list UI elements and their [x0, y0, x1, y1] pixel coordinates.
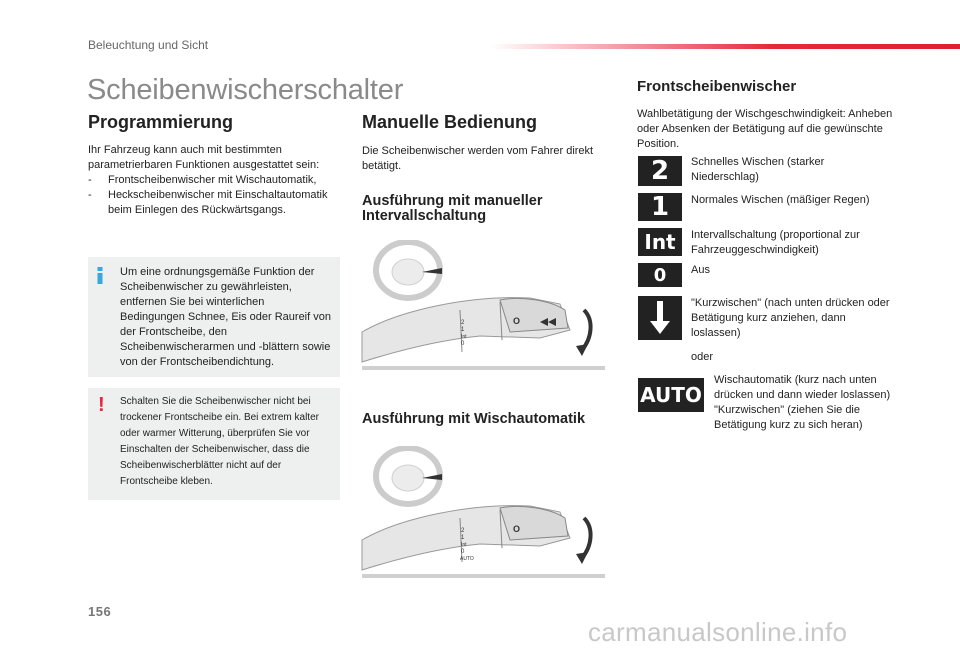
- manual-sub1-text: Ausführung mit manueller Intervallschaltung: [362, 193, 543, 224]
- stalk-body: [362, 506, 605, 576]
- manual-sub1-heading: [362, 194, 612, 224]
- badge-text: Int: [644, 230, 676, 254]
- list-item-text: Heckscheibenwischer mit Einschaltautomatik beim Einlegen des Rückwärtsgangs.: [108, 189, 328, 216]
- manual-sub2-text: Ausführung mit Wischautomatik: [362, 411, 586, 427]
- interval-badge: [638, 228, 682, 256]
- page-title: Scheibenwischerschalter: [87, 74, 404, 106]
- auto-text-line1: Wischautomatik (kurz nach unten drücken und dann wieder loslassen): [714, 374, 891, 401]
- programming-section: [88, 112, 343, 218]
- speed-1-text: Normales Wischen (mäßiger Regen): [691, 194, 870, 206]
- programming-intro: Ihr Fahrzeug kann auch mit bestimmten parametrierbaren Funktionen ausgestattet sein:: [88, 144, 320, 171]
- steering-wheel-icon: [376, 448, 442, 504]
- watermark: carmanualsonline.info: [588, 617, 848, 647]
- off-badge: [638, 263, 682, 287]
- steering-wheel-icon: [376, 242, 442, 298]
- auto-text-line2: "Kurzwischen" (ziehen Sie die Betätigung kurz zu sich heran): [714, 404, 863, 431]
- list-item-text: Frontscheibenwischer mit Wischautomatik,: [108, 174, 317, 186]
- programming-heading: Programmierung: [88, 112, 234, 132]
- info-icon: [96, 267, 104, 284]
- front-wiper-section: [637, 78, 897, 152]
- warning-box: [88, 388, 340, 500]
- list-item: [88, 173, 343, 188]
- running-header: Beleuchtung und Sicht: [88, 38, 209, 52]
- auto-text: [714, 373, 894, 433]
- speed-1-badge: [638, 193, 682, 221]
- speed-2-badge: [638, 156, 682, 186]
- interval-text: Intervallschaltung (proportional zur Fahrzeuggeschwindigkeit): [691, 229, 860, 256]
- stalk-label-off: O: [513, 524, 521, 534]
- warning-icon: !: [98, 394, 105, 416]
- speed-2-text: Schnelles Wischen (starker Niederschlag): [691, 156, 825, 183]
- manual-sub2-heading: [362, 412, 622, 427]
- info-box: [88, 257, 340, 377]
- rotate-arrow-icon: [582, 518, 591, 558]
- header-accent-bar: [490, 44, 960, 49]
- wiper-stalk-illustration-auto: [360, 446, 605, 580]
- auto-badge: [638, 378, 704, 412]
- stalk-label-1: 1: [461, 535, 465, 541]
- stalk-label-int: Int: [461, 334, 467, 340]
- stalk-label-2: 2: [461, 320, 465, 326]
- list-item: [88, 188, 343, 218]
- page-number: 156: [88, 604, 112, 619]
- stalk-label-2: 2: [461, 528, 465, 534]
- manual-text: Die Scheibenwischer werden vom Fahrer direkt betätigt.: [362, 145, 594, 172]
- badge-text: AUTO: [640, 383, 702, 407]
- badge-text: 2: [650, 156, 670, 186]
- manual-section: [362, 112, 622, 174]
- short-wipe-text: "Kurzwischen" (nach unten drücken oder Betätigung kurz anziehen, dann loslassen): [691, 297, 890, 339]
- wiper-stalk-illustration-manual: [360, 240, 605, 372]
- stalk-label-int: Int: [461, 542, 467, 548]
- manual-heading: Manuelle Bedienung: [362, 112, 538, 132]
- down-arrow-icon: [638, 296, 682, 340]
- oder-text: oder: [691, 351, 714, 363]
- badge-text: 1: [650, 192, 670, 222]
- stalk-label-0: 0: [461, 549, 465, 555]
- off-text: Aus: [691, 264, 710, 276]
- list-dash: -: [88, 174, 92, 186]
- stalk-label-off: O: [513, 316, 521, 326]
- front-intro: Wahlbetätigung der Wischgeschwindigkeit: Anheben oder Absenken der Betätigung auf die gewünschte Position.: [637, 108, 893, 150]
- stalk-body: [362, 298, 605, 368]
- stalk-label-auto: AUTO: [460, 556, 474, 562]
- stalk-label-0: 0: [461, 341, 465, 347]
- info-text: Um eine ordnungsgemäße Funktion der Scheibenwischer zu gewährleisten, entfernen Sie bei winterlichen Bedingungen Schnee, Eis oder Raureif von der Frontscheibe, den Scheibenwischerarmen und -blättern sowie von der Frontscheibendichtung.: [120, 266, 331, 368]
- stalk-label-1: 1: [461, 327, 465, 333]
- front-heading: Frontscheibenwischer: [637, 78, 797, 95]
- badge-text: 0: [653, 264, 667, 286]
- list-dash: -: [88, 189, 92, 201]
- warning-text: Schalten Sie die Scheibenwischer nicht bei trockener Frontscheibe ein. Bei extrem kalter oder warmer Witterung, überprüfen Sie vor Einschalten der Scheibenwischer, dass die Scheibenwischerblätter nicht auf der Frontscheibe kleben.: [120, 396, 319, 487]
- rotate-arrow-icon: [582, 310, 591, 350]
